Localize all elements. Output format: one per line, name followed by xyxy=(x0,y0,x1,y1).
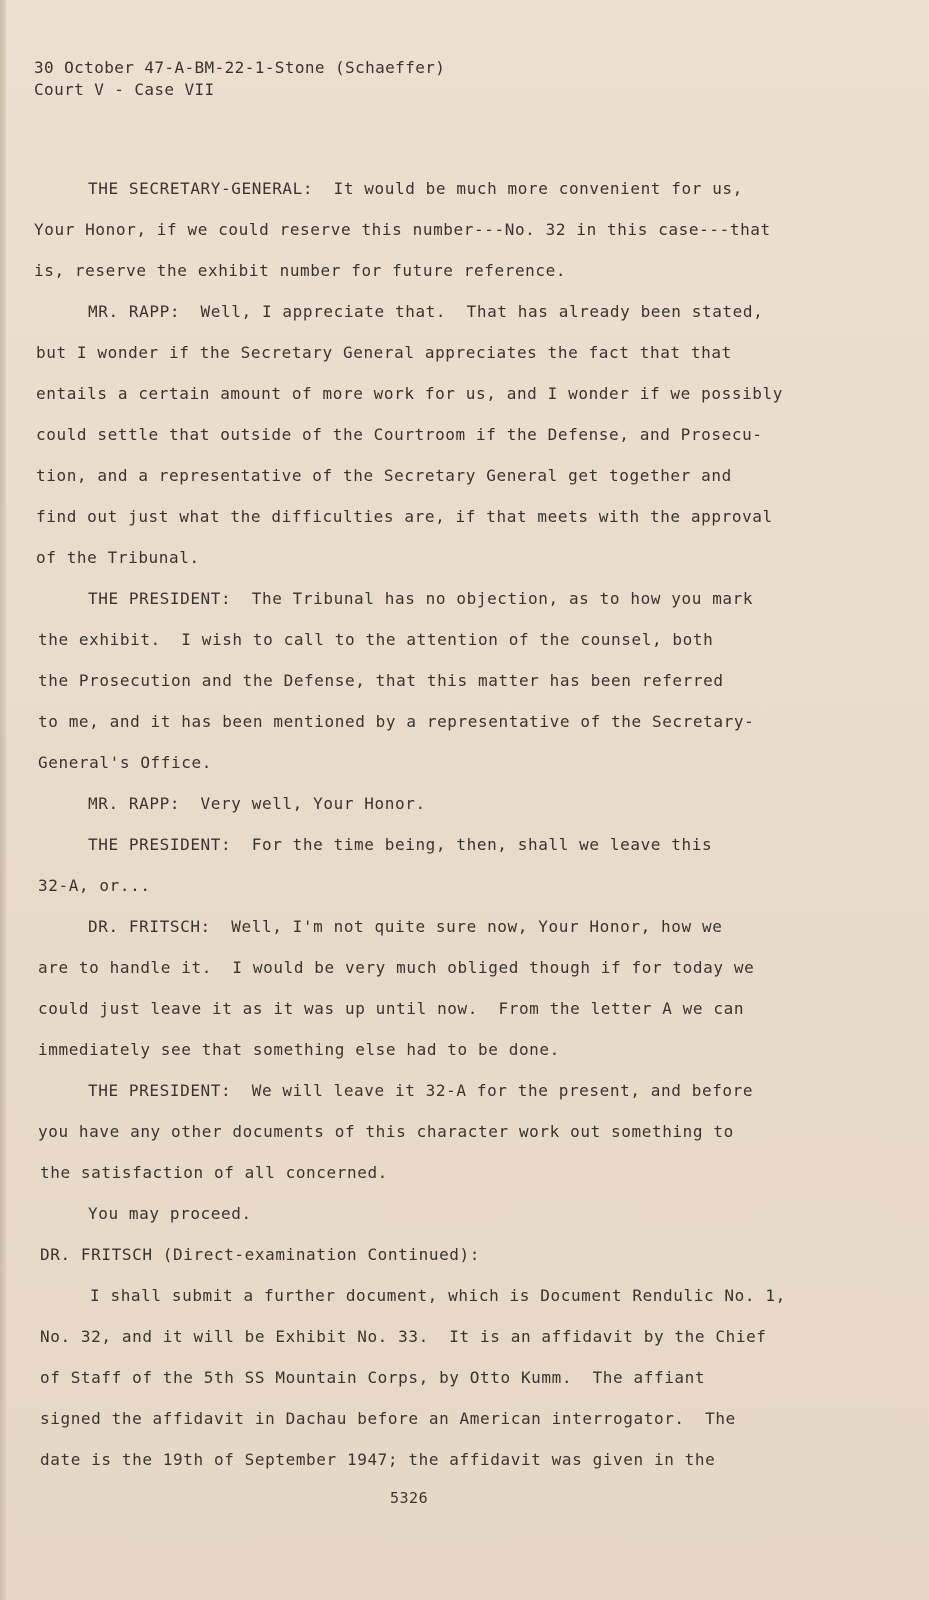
body-line-22: immediately see that something else had to be done. xyxy=(38,1040,560,1059)
body-line-28: I shall submit a further document, which is Document Rendulic No. 1, xyxy=(90,1286,786,1305)
body-line-7: could settle that outside of the Courtroom if the Defense, and Prosecu- xyxy=(36,425,763,444)
header-line-date-reference: 30 October 47-A-BM-22-1-Stone (Schaeffer) xyxy=(34,58,446,77)
body-line-11: THE PRESIDENT: The Tribunal has no objection, as to how you mark xyxy=(88,589,754,608)
body-line-17: THE PRESIDENT: For the time being, then, shall we leave this xyxy=(88,835,713,854)
page-number: 5326 xyxy=(390,1489,429,1507)
body-line-15: General's Office. xyxy=(38,753,212,772)
body-line-6: entails a certain amount of more work for us, and I wonder if we possibly xyxy=(36,384,783,403)
body-line-19: DR. FRITSCH: Well, I'm not quite sure now, Your Honor, how we xyxy=(88,917,723,936)
body-line-4: MR. RAPP: Well, I appreciate that. That has already been stated, xyxy=(88,302,764,321)
body-line-12: the exhibit. I wish to call to the attention of the counsel, both xyxy=(38,630,714,649)
body-line-8: tion, and a representative of the Secretary General get together and xyxy=(36,466,732,485)
body-line-2: Your Honor, if we could reserve this number---No. 32 in this case---that xyxy=(34,220,771,239)
body-line-32: date is the 19th of September 1947; the affidavit was given in the xyxy=(40,1450,716,1469)
body-line-30: of Staff of the 5th SS Mountain Corps, by Otto Kumm. The affiant xyxy=(40,1368,706,1387)
body-line-18: 32-A, or... xyxy=(38,876,151,895)
body-line-27: DR. FRITSCH (Direct-examination Continued): xyxy=(40,1245,481,1264)
body-line-31: signed the affidavit in Dachau before an American interrogator. The xyxy=(40,1409,736,1428)
body-line-25: the satisfaction of all concerned. xyxy=(40,1163,388,1182)
body-line-13: the Prosecution and the Defense, that this matter has been referred xyxy=(38,671,724,690)
body-line-23: THE PRESIDENT: We will leave it 32-A for the present, and before xyxy=(88,1081,754,1100)
body-line-24: you have any other documents of this character work out something to xyxy=(38,1122,734,1141)
body-line-10: of the Tribunal. xyxy=(36,548,200,567)
body-line-1: THE SECRETARY-GENERAL: It would be much more convenient for us, xyxy=(88,179,743,198)
body-line-26: You may proceed. xyxy=(88,1204,252,1223)
body-line-3: is, reserve the exhibit number for future reference. xyxy=(34,261,567,280)
body-line-16: MR. RAPP: Very well, Your Honor. xyxy=(88,794,426,813)
body-line-14: to me, and it has been mentioned by a representative of the Secretary- xyxy=(38,712,755,731)
body-line-5: but I wonder if the Secretary General appreciates the fact that that xyxy=(36,343,732,362)
body-line-21: could just leave it as it was up until now. From the letter A we can xyxy=(38,999,745,1018)
page-edge-shadow xyxy=(0,0,6,1600)
body-line-20: are to handle it. I would be very much obliged though if for today we xyxy=(38,958,755,977)
header-line-court-case: Court V - Case VII xyxy=(34,80,215,99)
body-line-9: find out just what the difficulties are, if that meets with the approval xyxy=(36,507,773,526)
body-line-29: No. 32, and it will be Exhibit No. 33. It is an affidavit by the Chief xyxy=(40,1327,767,1346)
